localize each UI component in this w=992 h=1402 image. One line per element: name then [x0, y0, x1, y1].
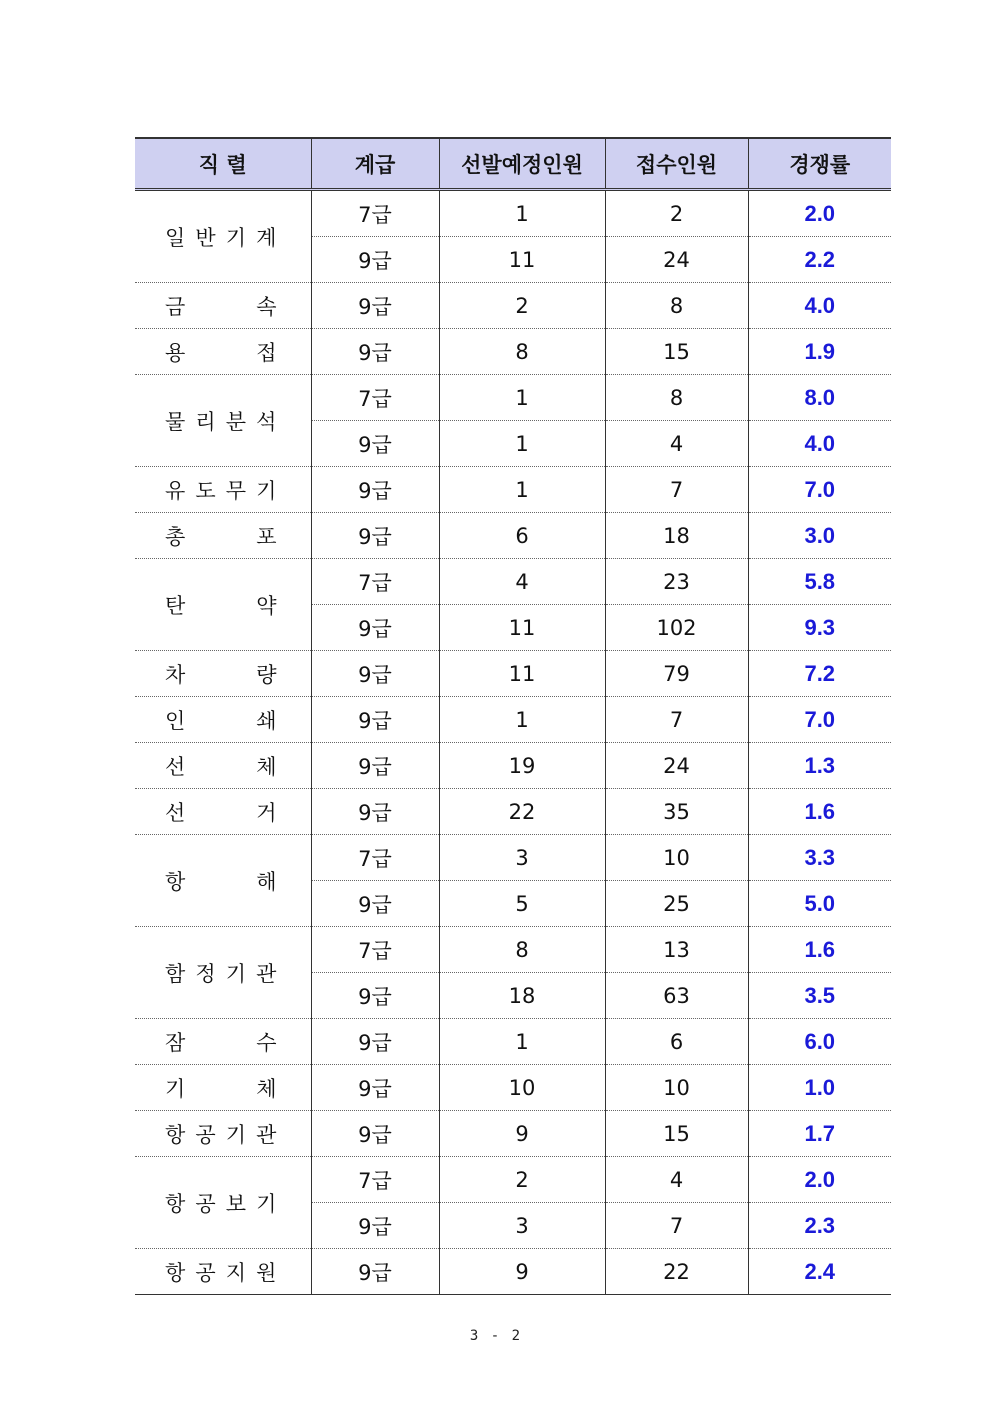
competition-ratio-cell: 1.6: [748, 927, 891, 973]
applied-count-cell: 24: [605, 743, 748, 789]
table-row: [135, 559, 891, 605]
position-name-char: 쇄: [256, 708, 277, 733]
position-name-char: 포: [256, 524, 277, 549]
competition-ratio-cell: 3.3: [748, 835, 891, 881]
position-name: [165, 958, 277, 988]
grade-cell: 7급: [311, 190, 439, 237]
grade-cell: 9급: [311, 421, 439, 467]
position-name-char: 계: [256, 225, 277, 250]
position-name: [165, 1188, 277, 1218]
grade-cell: 7급: [311, 1157, 439, 1203]
competition-ratio-cell: 5.0: [748, 881, 891, 927]
competition-ratio-cell: 1.6: [748, 789, 891, 835]
competition-ratio-cell: 9.3: [748, 605, 891, 651]
applied-count-cell: 23: [605, 559, 748, 605]
position-name: [165, 406, 277, 436]
position-name-char: 기: [225, 225, 247, 250]
planned-count-cell: 2: [439, 283, 605, 329]
position-name-char: 거: [256, 800, 277, 825]
table-row: [135, 1065, 891, 1111]
planned-count-cell: 1: [439, 467, 605, 513]
planned-count-cell: 22: [439, 789, 605, 835]
grade-cell: 7급: [311, 375, 439, 421]
position-name-char: 무: [225, 478, 247, 503]
position-name: [165, 1119, 277, 1149]
planned-count-cell: 8: [439, 329, 605, 375]
header-grade: 계급: [311, 138, 439, 190]
position-name: [165, 1073, 277, 1103]
table-row: [135, 1019, 891, 1065]
competition-ratio-cell: 7.2: [748, 651, 891, 697]
competition-ratio-cell: 1.7: [748, 1111, 891, 1157]
position-name-cell: [135, 283, 311, 329]
position-name-char: 공: [195, 1260, 216, 1285]
position-name-char: 일: [165, 225, 186, 250]
position-name-cell: [135, 375, 311, 467]
planned-count-cell: 11: [439, 605, 605, 651]
position-name-char: 약: [256, 593, 277, 618]
grade-cell: 9급: [311, 651, 439, 697]
table-row: [135, 513, 891, 559]
table-header: [135, 138, 891, 190]
position-name-char: 공: [195, 1122, 216, 1147]
position-name-cell: [135, 1249, 311, 1295]
competition-ratio-cell: 7.0: [748, 697, 891, 743]
position-name-cell: [135, 513, 311, 559]
position-name-char: 물: [165, 409, 186, 434]
position-name-char: 총: [165, 524, 186, 549]
competition-ratio-cell: 4.0: [748, 283, 891, 329]
applied-count-cell: 10: [605, 1065, 748, 1111]
position-name: [165, 1027, 277, 1057]
grade-cell: 9급: [311, 329, 439, 375]
position-name-char: 기: [165, 1076, 186, 1101]
position-name-char: 체: [256, 1076, 277, 1101]
position-name-char: 관: [256, 961, 277, 986]
planned-count-cell: 1: [439, 697, 605, 743]
competition-ratio-cell: 1.9: [748, 329, 891, 375]
table-row: [135, 283, 891, 329]
grade-cell: 7급: [311, 559, 439, 605]
grade-cell: 9급: [311, 789, 439, 835]
planned-count-cell: 11: [439, 651, 605, 697]
table-row: [135, 789, 891, 835]
position-name-char: 항: [165, 869, 186, 894]
competition-ratio-cell: 2.0: [748, 1157, 891, 1203]
planned-count-cell: 3: [439, 1203, 605, 1249]
table-row: [135, 697, 891, 743]
table-row: [135, 651, 891, 697]
position-name-char: 리: [195, 409, 216, 434]
position-name-char: 인: [165, 708, 186, 733]
position-name: [165, 337, 277, 367]
grade-cell: 9급: [311, 605, 439, 651]
grade-cell: 9급: [311, 1249, 439, 1295]
position-name-cell: [135, 559, 311, 651]
position-name-char: 분: [225, 409, 247, 434]
planned-count-cell: 1: [439, 375, 605, 421]
grade-cell: 7급: [311, 835, 439, 881]
grade-cell: 7급: [311, 927, 439, 973]
position-name-char: 탄: [165, 593, 186, 618]
applied-count-cell: 15: [605, 329, 748, 375]
position-name-char: 기: [225, 1122, 247, 1147]
competition-ratio-cell: 2.4: [748, 1249, 891, 1295]
competition-ratio-cell: 8.0: [748, 375, 891, 421]
planned-count-cell: 9: [439, 1111, 605, 1157]
competition-ratio-cell: 2.2: [748, 237, 891, 283]
applied-count-cell: 4: [605, 421, 748, 467]
planned-count-cell: 19: [439, 743, 605, 789]
position-name-cell: [135, 789, 311, 835]
competition-ratio-cell: 6.0: [748, 1019, 891, 1065]
planned-count-cell: 6: [439, 513, 605, 559]
position-name: [165, 291, 277, 321]
header-ratio: 경쟁률: [748, 138, 891, 190]
position-name-cell: [135, 1157, 311, 1249]
applied-count-cell: 63: [605, 973, 748, 1019]
position-name-char: 기: [256, 1191, 277, 1216]
position-name-cell: [135, 697, 311, 743]
planned-count-cell: 11: [439, 237, 605, 283]
position-name-char: 지: [225, 1260, 247, 1285]
planned-count-cell: 5: [439, 881, 605, 927]
planned-count-cell: 4: [439, 559, 605, 605]
grade-cell: 9급: [311, 973, 439, 1019]
planned-count-cell: 1: [439, 1019, 605, 1065]
position-name: [165, 521, 277, 551]
position-name-char: 보: [225, 1191, 247, 1216]
applied-count-cell: 4: [605, 1157, 748, 1203]
applied-count-cell: 15: [605, 1111, 748, 1157]
competition-ratio-cell: 1.0: [748, 1065, 891, 1111]
competition-ratio-cell: 2.3: [748, 1203, 891, 1249]
competition-ratio-cell: 3.5: [748, 973, 891, 1019]
position-name: [165, 659, 277, 689]
position-name-cell: [135, 1019, 311, 1065]
position-name-char: 금: [165, 294, 186, 319]
table-row: [135, 835, 891, 881]
position-name-char: 선: [165, 754, 186, 779]
position-name-char: 접: [256, 340, 277, 365]
grade-cell: 9급: [311, 743, 439, 789]
position-name-cell: [135, 329, 311, 375]
position-name-char: 항: [165, 1260, 186, 1285]
planned-count-cell: 8: [439, 927, 605, 973]
position-name-char: 량: [256, 662, 277, 687]
position-name-char: 수: [256, 1030, 277, 1055]
table-row: [135, 190, 891, 237]
position-name: [165, 751, 277, 781]
applied-count-cell: 35: [605, 789, 748, 835]
position-name-char: 공: [195, 1191, 216, 1216]
planned-count-cell: 9: [439, 1249, 605, 1295]
competition-ratio-cell: 4.0: [748, 421, 891, 467]
competition-ratio-cell: 3.0: [748, 513, 891, 559]
position-name-char: 원: [256, 1260, 277, 1285]
applied-count-cell: 7: [605, 1203, 748, 1249]
planned-count-cell: 3: [439, 835, 605, 881]
applied-count-cell: 102: [605, 605, 748, 651]
grade-cell: 9급: [311, 513, 439, 559]
table-body: [135, 190, 891, 1295]
position-name: [165, 222, 277, 252]
grade-cell: 9급: [311, 1065, 439, 1111]
header-row: [135, 138, 891, 190]
position-name: [165, 1257, 277, 1287]
grade-cell: 9급: [311, 697, 439, 743]
position-name-char: 선: [165, 800, 186, 825]
applied-count-cell: 13: [605, 927, 748, 973]
table-row: [135, 375, 891, 421]
position-name: [165, 797, 277, 827]
position-name-char: 관: [256, 1122, 277, 1147]
position-name-char: 잠: [165, 1030, 186, 1055]
applied-count-cell: 8: [605, 283, 748, 329]
planned-count-cell: 2: [439, 1157, 605, 1203]
applied-count-cell: 8: [605, 375, 748, 421]
applied-count-cell: 25: [605, 881, 748, 927]
position-name-char: 유: [165, 478, 186, 503]
competition-ratio-cell: 1.3: [748, 743, 891, 789]
header-position: 직 렬: [135, 138, 311, 190]
grade-cell: 9급: [311, 467, 439, 513]
applied-count-cell: 7: [605, 467, 748, 513]
position-name-char: 용: [165, 340, 186, 365]
table-row: [135, 467, 891, 513]
table-row: [135, 1111, 891, 1157]
planned-count-cell: 18: [439, 973, 605, 1019]
applied-count-cell: 10: [605, 835, 748, 881]
competition-ratio-cell: 5.8: [748, 559, 891, 605]
position-name: [165, 866, 277, 896]
applied-count-cell: 2: [605, 190, 748, 237]
competition-table: [135, 137, 891, 1295]
applied-count-cell: 24: [605, 237, 748, 283]
position-name: [165, 590, 277, 620]
applied-count-cell: 7: [605, 697, 748, 743]
position-name-cell: [135, 927, 311, 1019]
position-name-char: 함: [165, 961, 186, 986]
position-name-cell: [135, 1065, 311, 1111]
position-name-char: 기: [225, 961, 247, 986]
applied-count-cell: 18: [605, 513, 748, 559]
position-name-cell: [135, 743, 311, 789]
table-row: [135, 1157, 891, 1203]
applied-count-cell: 22: [605, 1249, 748, 1295]
position-name-char: 속: [256, 294, 277, 319]
grade-cell: 9급: [311, 283, 439, 329]
grade-cell: 9급: [311, 1111, 439, 1157]
position-name: [165, 475, 277, 505]
grade-cell: 9급: [311, 1203, 439, 1249]
planned-count-cell: 1: [439, 190, 605, 237]
competition-ratio-cell: 7.0: [748, 467, 891, 513]
position-name-cell: [135, 1111, 311, 1157]
position-name-char: 체: [256, 754, 277, 779]
grade-cell: 9급: [311, 881, 439, 927]
position-name-cell: [135, 835, 311, 927]
position-name-char: 석: [256, 409, 277, 434]
table-row: [135, 927, 891, 973]
position-name: [165, 705, 277, 735]
position-name-char: 도: [195, 478, 216, 503]
table-row: [135, 329, 891, 375]
position-name-char: 항: [165, 1122, 186, 1147]
position-name-cell: [135, 467, 311, 513]
position-name-char: 기: [256, 478, 277, 503]
planned-count-cell: 1: [439, 421, 605, 467]
competition-ratio-cell: 2.0: [748, 190, 891, 237]
header-planned: 선발예정인원: [439, 138, 605, 190]
table-row: [135, 743, 891, 789]
applied-count-cell: 6: [605, 1019, 748, 1065]
position-name-cell: [135, 651, 311, 697]
table-row: [135, 1249, 891, 1295]
header-applied: 접수인원: [605, 138, 748, 190]
page-number: 3 - 2: [469, 1328, 523, 1344]
position-name-char: 차: [165, 662, 186, 687]
position-name-char: 해: [256, 869, 277, 894]
position-name-char: 항: [165, 1191, 186, 1216]
grade-cell: 9급: [311, 1019, 439, 1065]
grade-cell: 9급: [311, 237, 439, 283]
planned-count-cell: 10: [439, 1065, 605, 1111]
position-name-char: 정: [195, 961, 216, 986]
position-name-cell: [135, 190, 311, 283]
position-name-char: 반: [195, 225, 216, 250]
applied-count-cell: 79: [605, 651, 748, 697]
